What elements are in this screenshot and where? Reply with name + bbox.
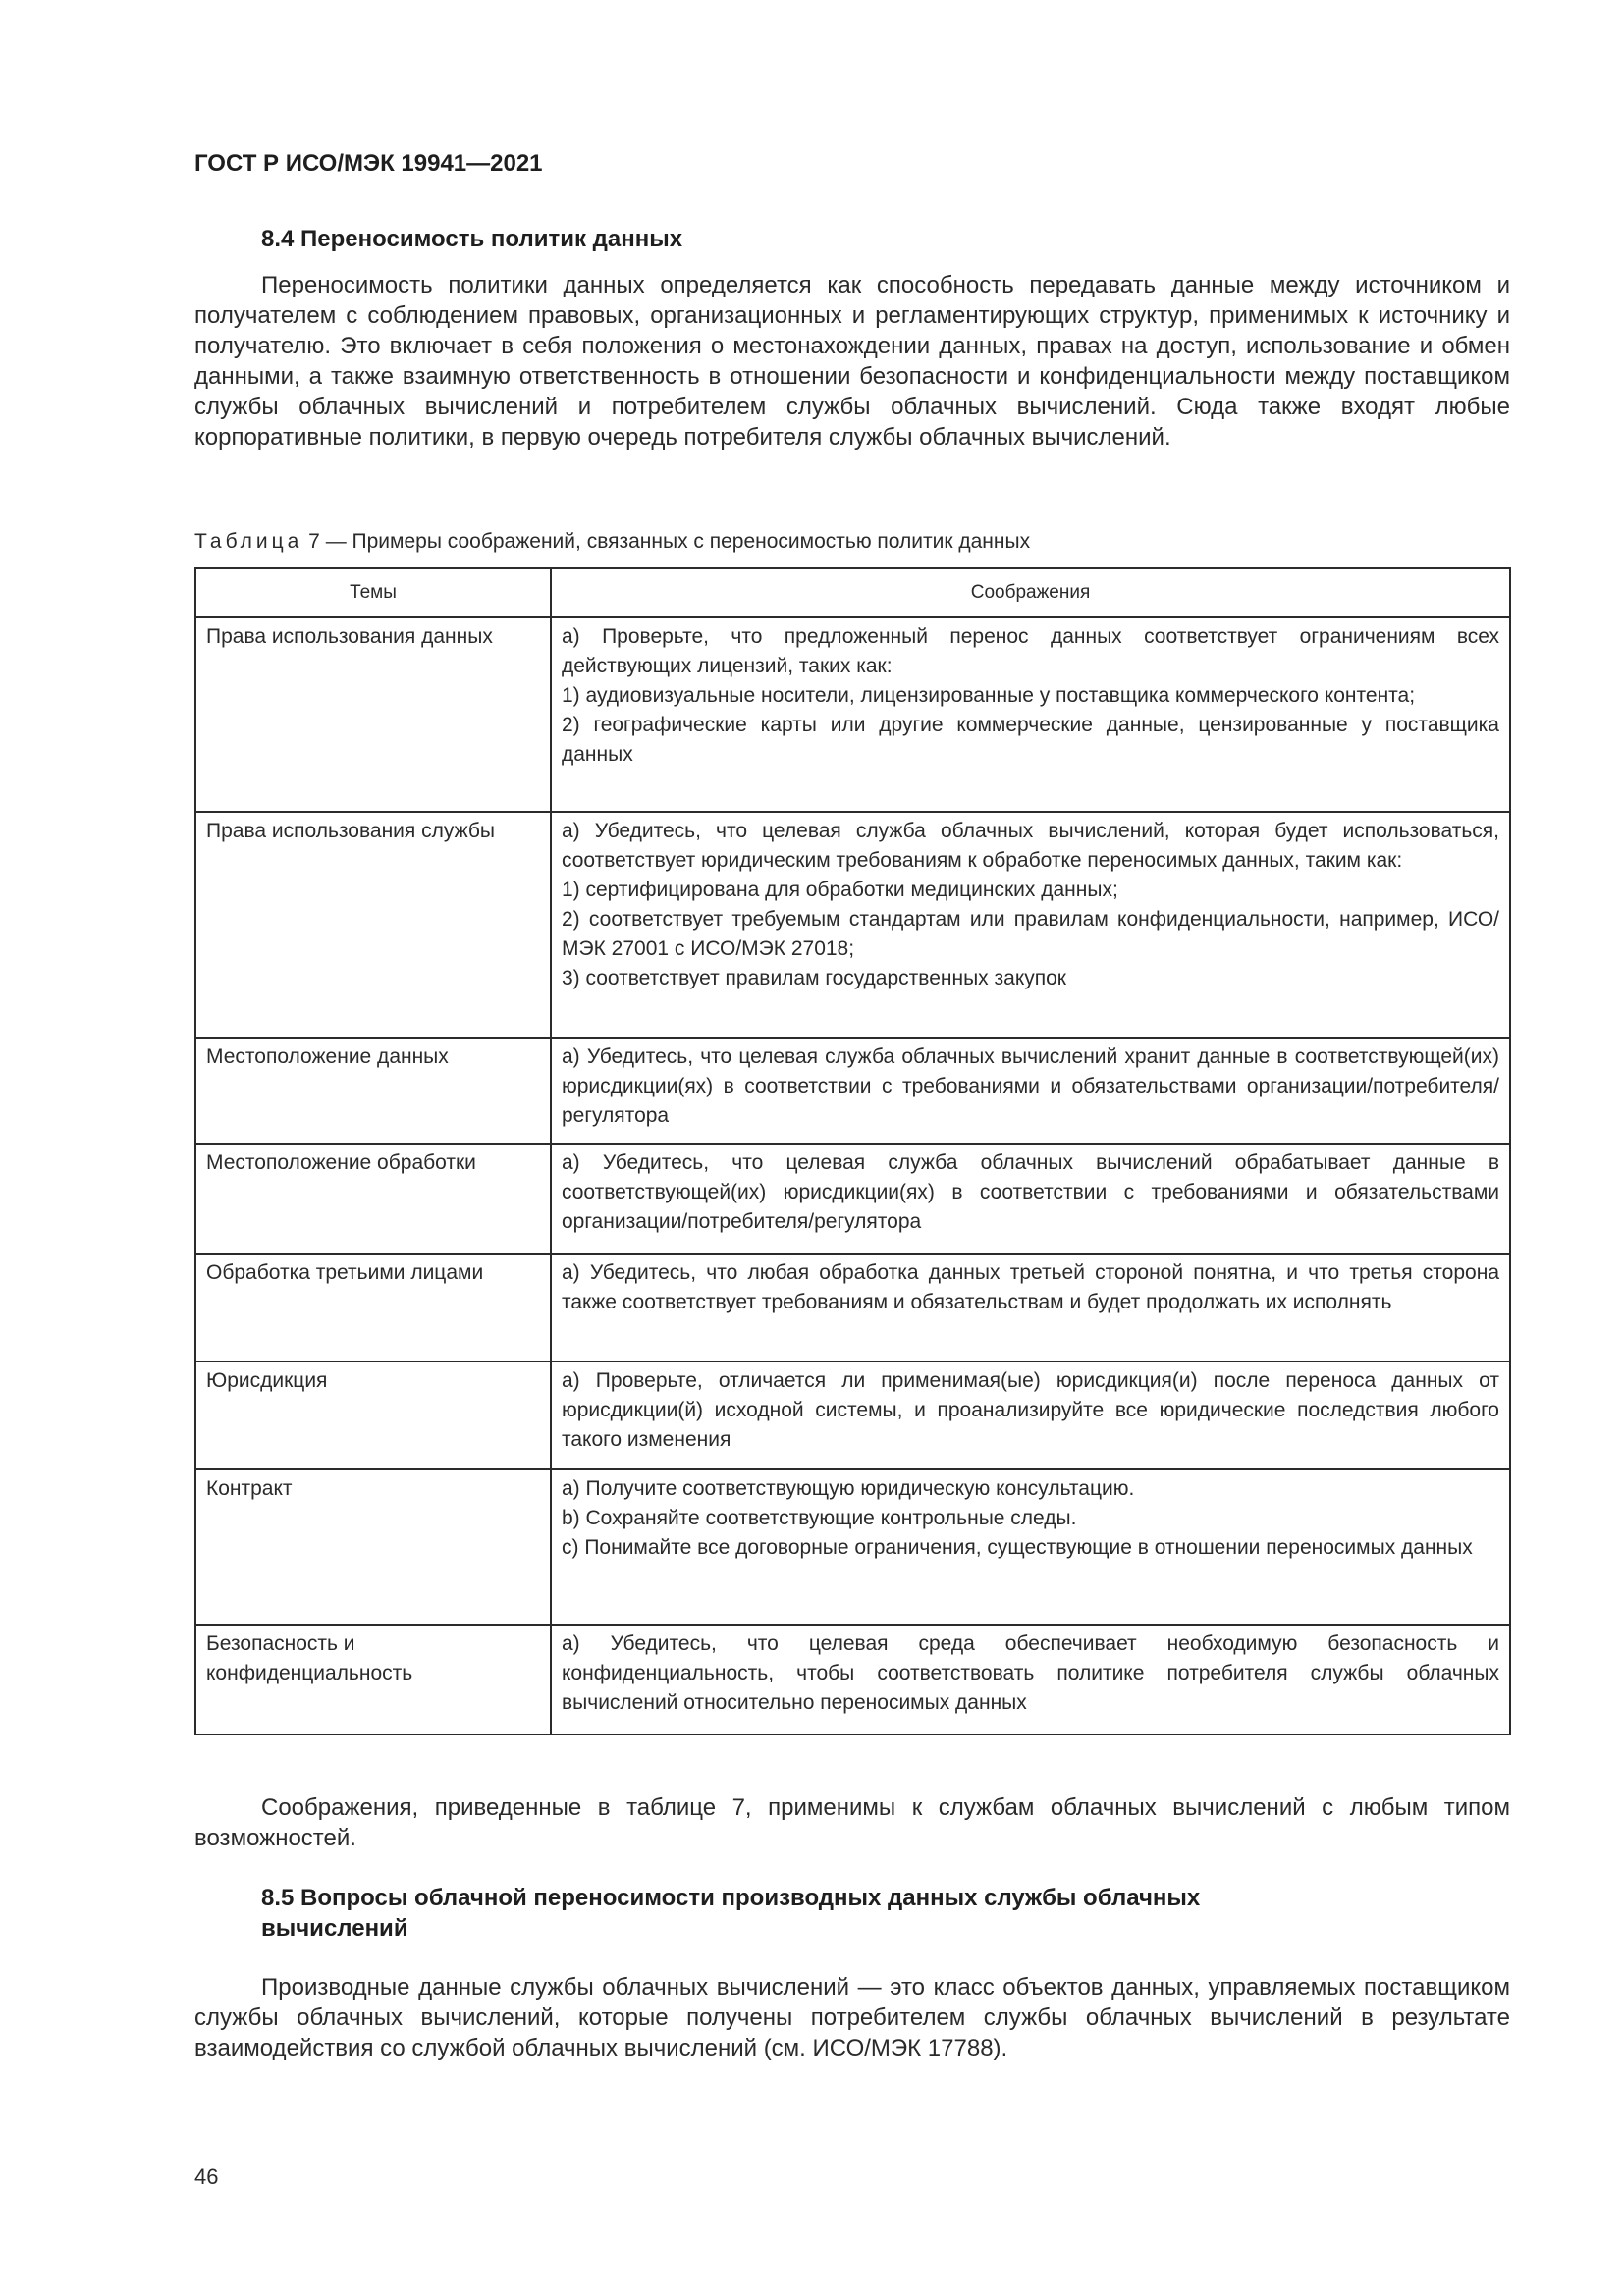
consideration-line: а) Убедитесь, что целевая среда обеспечивает необходимую безопасность и конфиденциальность, чтобы соответствовать политике потребителя службы облачных вычислений относительно переносимых данных: [562, 1632, 1499, 1714]
row-considerations: [551, 1362, 1510, 1469]
row-theme: Местоположение данных: [195, 1038, 551, 1144]
table-row: [195, 1625, 1510, 1735]
section-8-4-title: 8.4 Переносимость политик данных: [261, 226, 683, 252]
consideration-line: 2) географические карты или другие коммерческие данные, цензированные у поставщика данных: [562, 714, 1499, 766]
table-caption-label: Таблица: [194, 530, 303, 553]
row-considerations: [551, 1144, 1510, 1254]
section-8-5-paragraph: Производные данные службы облачных вычислений — это класс объектов данных, управляемых поставщиком службы облачных вычислений, которые получены потребителем службы облачных вычислений в результате взаимодействия со службой облачных вычислений (см. ИСО/МЭК 17788).: [194, 1974, 1510, 2061]
header-considerations: Соображения: [551, 568, 1510, 617]
table-row: [195, 1038, 1510, 1144]
consideration-line: а) Убедитесь, что целевая служба облачных вычислений хранит данные в соответствующей(их) юрисдикции(ях) в соответствии с требованиями и обязательствами организации/потребителя/регулятора: [562, 1045, 1499, 1127]
row-theme: Права использования службы: [195, 812, 551, 1038]
consideration-line: с) Понимайте все договорные ограничения, существующие в отношении переносимых данных: [562, 1536, 1473, 1559]
row-theme: Контракт: [195, 1469, 551, 1625]
table-row: [195, 1469, 1510, 1625]
table-row: [195, 1362, 1510, 1469]
row-considerations: [551, 1254, 1510, 1362]
row-theme: Безопасность и конфиденциальность: [195, 1625, 551, 1735]
consideration-line: а) Убедитесь, что целевая служба облачных вычислений обрабатывает данные в соответствующей(их) юрисдикции(ях) в соответствии с требованиями и обязательствами организации/потребителя/регулятора: [562, 1151, 1499, 1233]
section-8-5-title-line: вычислений: [261, 1915, 408, 1942]
row-considerations: [551, 1625, 1510, 1735]
considerations-table: [194, 567, 1511, 1735]
page-number: 46: [194, 2164, 219, 2189]
table-row: [195, 1254, 1510, 1362]
row-considerations: [551, 1038, 1510, 1144]
table-row: [195, 812, 1510, 1038]
after-table-paragraph: Соображения, приведенные в таблице 7, применимы к службам облачных вычислений с любым типом возможностей.: [194, 1794, 1510, 1851]
consideration-line: b) Сохраняйте соответствующие контрольные следы.: [562, 1507, 1077, 1529]
header-themes: Темы: [195, 568, 551, 617]
consideration-line: а) Получите соответствующую юридическую консультацию.: [562, 1477, 1135, 1500]
section-8-5-title-line: 8.5 Вопросы облачной переносимости производных данных службы облачных: [261, 1885, 1201, 1911]
consideration-line: а) Проверьте, что предложенный перенос данных соответствует ограничениям всех действующих лицензий, таких как:: [562, 625, 1499, 677]
row-considerations: [551, 1469, 1510, 1625]
row-theme: Юрисдикция: [195, 1362, 551, 1469]
consideration-line: 2) соответствует требуемым стандартам или правилам конфиденциальности, например, ИСО/МЭК 27001 с ИСО/МЭК 27018;: [562, 908, 1499, 960]
consideration-line: а) Убедитесь, что целевая служба облачных вычислений, которая будет использоваться, соответствует юридическим требованиям к обработке переносимых данных, таким как:: [562, 820, 1499, 872]
table-caption-text: 7 — Примеры соображений, связанных с переносимостью политик данных: [302, 530, 1031, 553]
section-8-5-title: [261, 1883, 1200, 1944]
document-header: ГОСТ Р ИСО/МЭК 19941—2021: [194, 150, 543, 177]
row-considerations: [551, 812, 1510, 1038]
table-row: [195, 1144, 1510, 1254]
table-caption: [194, 530, 1030, 554]
table-row: [195, 617, 1510, 812]
row-theme: Права использования данных: [195, 617, 551, 812]
row-theme: Обработка третьими лицами: [195, 1254, 551, 1362]
section-8-4-paragraph: Переносимость политики данных определяется как способность передавать данные между источником и получателем с соблюдением правовых, организационных и регламентирующих структур, применимых к источнику и получателю. Это включает в себя положения о местонахождении данных, правах на доступ, использование и обмен данными, а также взаимную ответственность в отношении безопасности и конфиденциальности между поставщиком службы облачных вычислений и потребителем службы облачных вычислений. Сюда также входят любые корпоративные политики, в первую очередь потребителя службы облачных вычислений.: [194, 272, 1510, 451]
consideration-line: 3) соответствует правилам государственных закупок: [562, 967, 1066, 989]
consideration-line: 1) сертифицирована для обработки медицинских данных;: [562, 879, 1118, 901]
consideration-line: а) Проверьте, отличается ли применимая(ые) юрисдикция(и) после переноса данных от юрисдикции(й) исходной системы, и проанализируйте все юридические последствия любого такого изменения: [562, 1369, 1499, 1451]
row-theme: Местоположение обработки: [195, 1144, 551, 1254]
consideration-line: 1) аудиовизуальные носители, лицензированные у поставщика коммерческого контента;: [562, 684, 1416, 707]
table-header-row: [195, 568, 1510, 617]
row-considerations: [551, 617, 1510, 812]
consideration-line: а) Убедитесь, что любая обработка данных третьей стороной понятна, и что третья сторона также соответствует требованиям и обязательствам и будет продолжать их исполнять: [562, 1261, 1499, 1313]
